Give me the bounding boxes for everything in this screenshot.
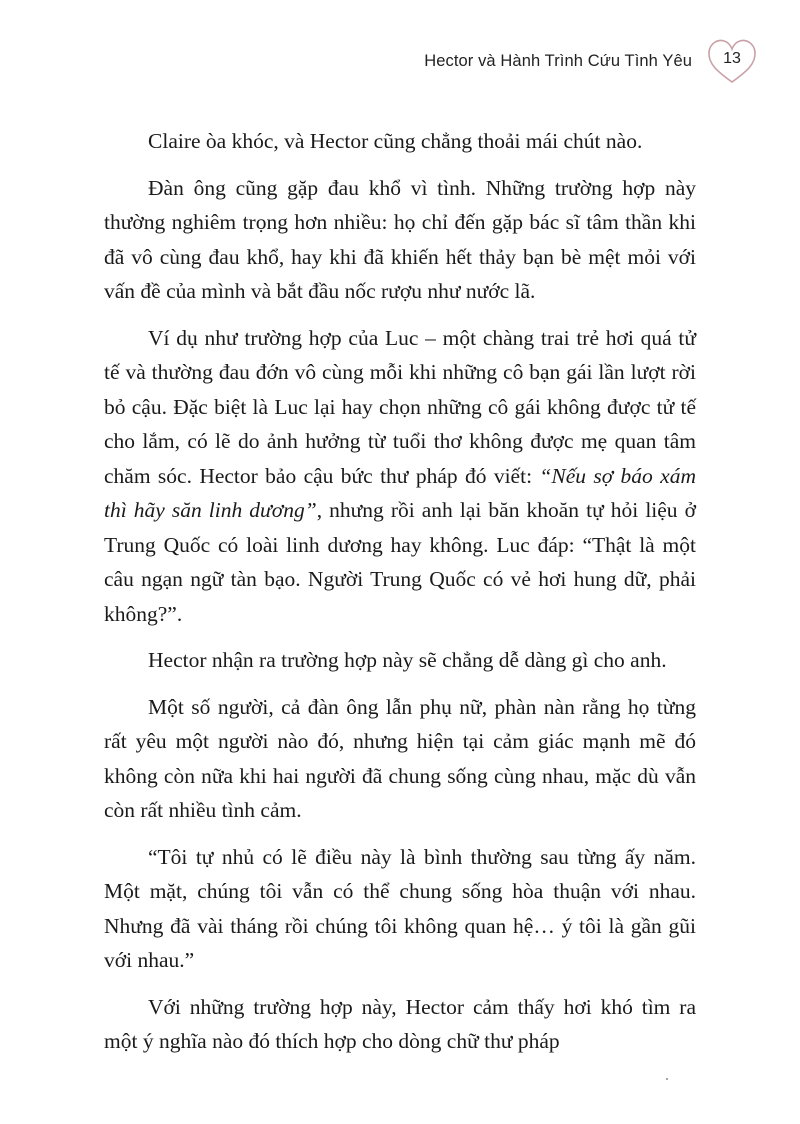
paragraph-3 <box>104 321 696 632</box>
calligraphy-quote: “Nếu sợ báo xám thì hãy săn linh dương” <box>104 463 696 522</box>
running-header <box>424 36 760 86</box>
paragraph-7: Với những trường hợp này, Hector cảm thấy hơi khó tìm ra một ý nghĩa nào đó thích hợp cho dòng chữ thư pháp <box>104 994 696 1053</box>
print-speck <box>666 1078 668 1080</box>
book-title: Hector và Hành Trình Cứu Tình Yêu <box>424 51 692 70</box>
paragraph-3-text-end: , nhưng rồi anh lại băn khoăn tự hỏi liệu ở Trung Quốc có loài linh dương hay không. Luc đáp: “Thật là một câu ngạn ngữ tàn bạo. Người Trung Quốc có vẻ hơi hung dữ, phải không?”. <box>104 498 696 626</box>
page-number: 13 <box>723 50 741 67</box>
paragraph-6: “Tôi tự nhủ có lẽ điều này là bình thường sau từng ấy năm. Một mặt, chúng tôi vẫn có thể chung sống hòa thuận với nhau. Nhưng đã vài tháng rồi chúng tôi không quan hệ… ý tôi là gần gũi với nhau.” <box>104 844 696 972</box>
paragraph-5: Một số người, cả đàn ông lẫn phụ nữ, phàn nàn rằng họ từng rất yêu một người nào đó, nhưng hiện tại cảm giác mạnh mẽ đó không còn nữa khi hai người đã chung sống cùng nhau, mặc dù vẫn còn rất nhiều tình cảm. <box>104 694 696 822</box>
paragraph-3-text-start: Ví dụ như trường hợp của Luc – một chàng trai trẻ hơi quá tử tế và thường đau đớn vô cùng mỗi khi những cô bạn gái lần lượt rời bỏ cậu. Đặc biệt là Luc lại hay chọn những cô gái không được tử tế cho lắm, có lẽ do ảnh hưởng từ tuổi thơ không được mẹ quan tâm chăm sóc. Hector bảo cậu bức thư pháp đó viết: <box>104 325 696 488</box>
paragraph-2: Đàn ông cũng gặp đau khổ vì tình. Những trường hợp này thường nghiêm trọng hơn nhiều: họ chỉ đến gặp bác sĩ tâm thần khi đã vô cùng đau khổ, hay khi đã khiến hết thảy bạn bè mệt mỏi với vấn đề của mình và bắt đầu nốc rượu như nước lã. <box>104 175 696 303</box>
body-text <box>104 124 696 1059</box>
paragraph-1: Claire òa khóc, và Hector cũng chẳng thoải mái chút nào. <box>148 129 643 153</box>
paragraph-4: Hector nhận ra trường hợp này sẽ chẳng dễ dàng gì cho anh. <box>148 648 667 672</box>
page-number-badge <box>704 36 760 86</box>
